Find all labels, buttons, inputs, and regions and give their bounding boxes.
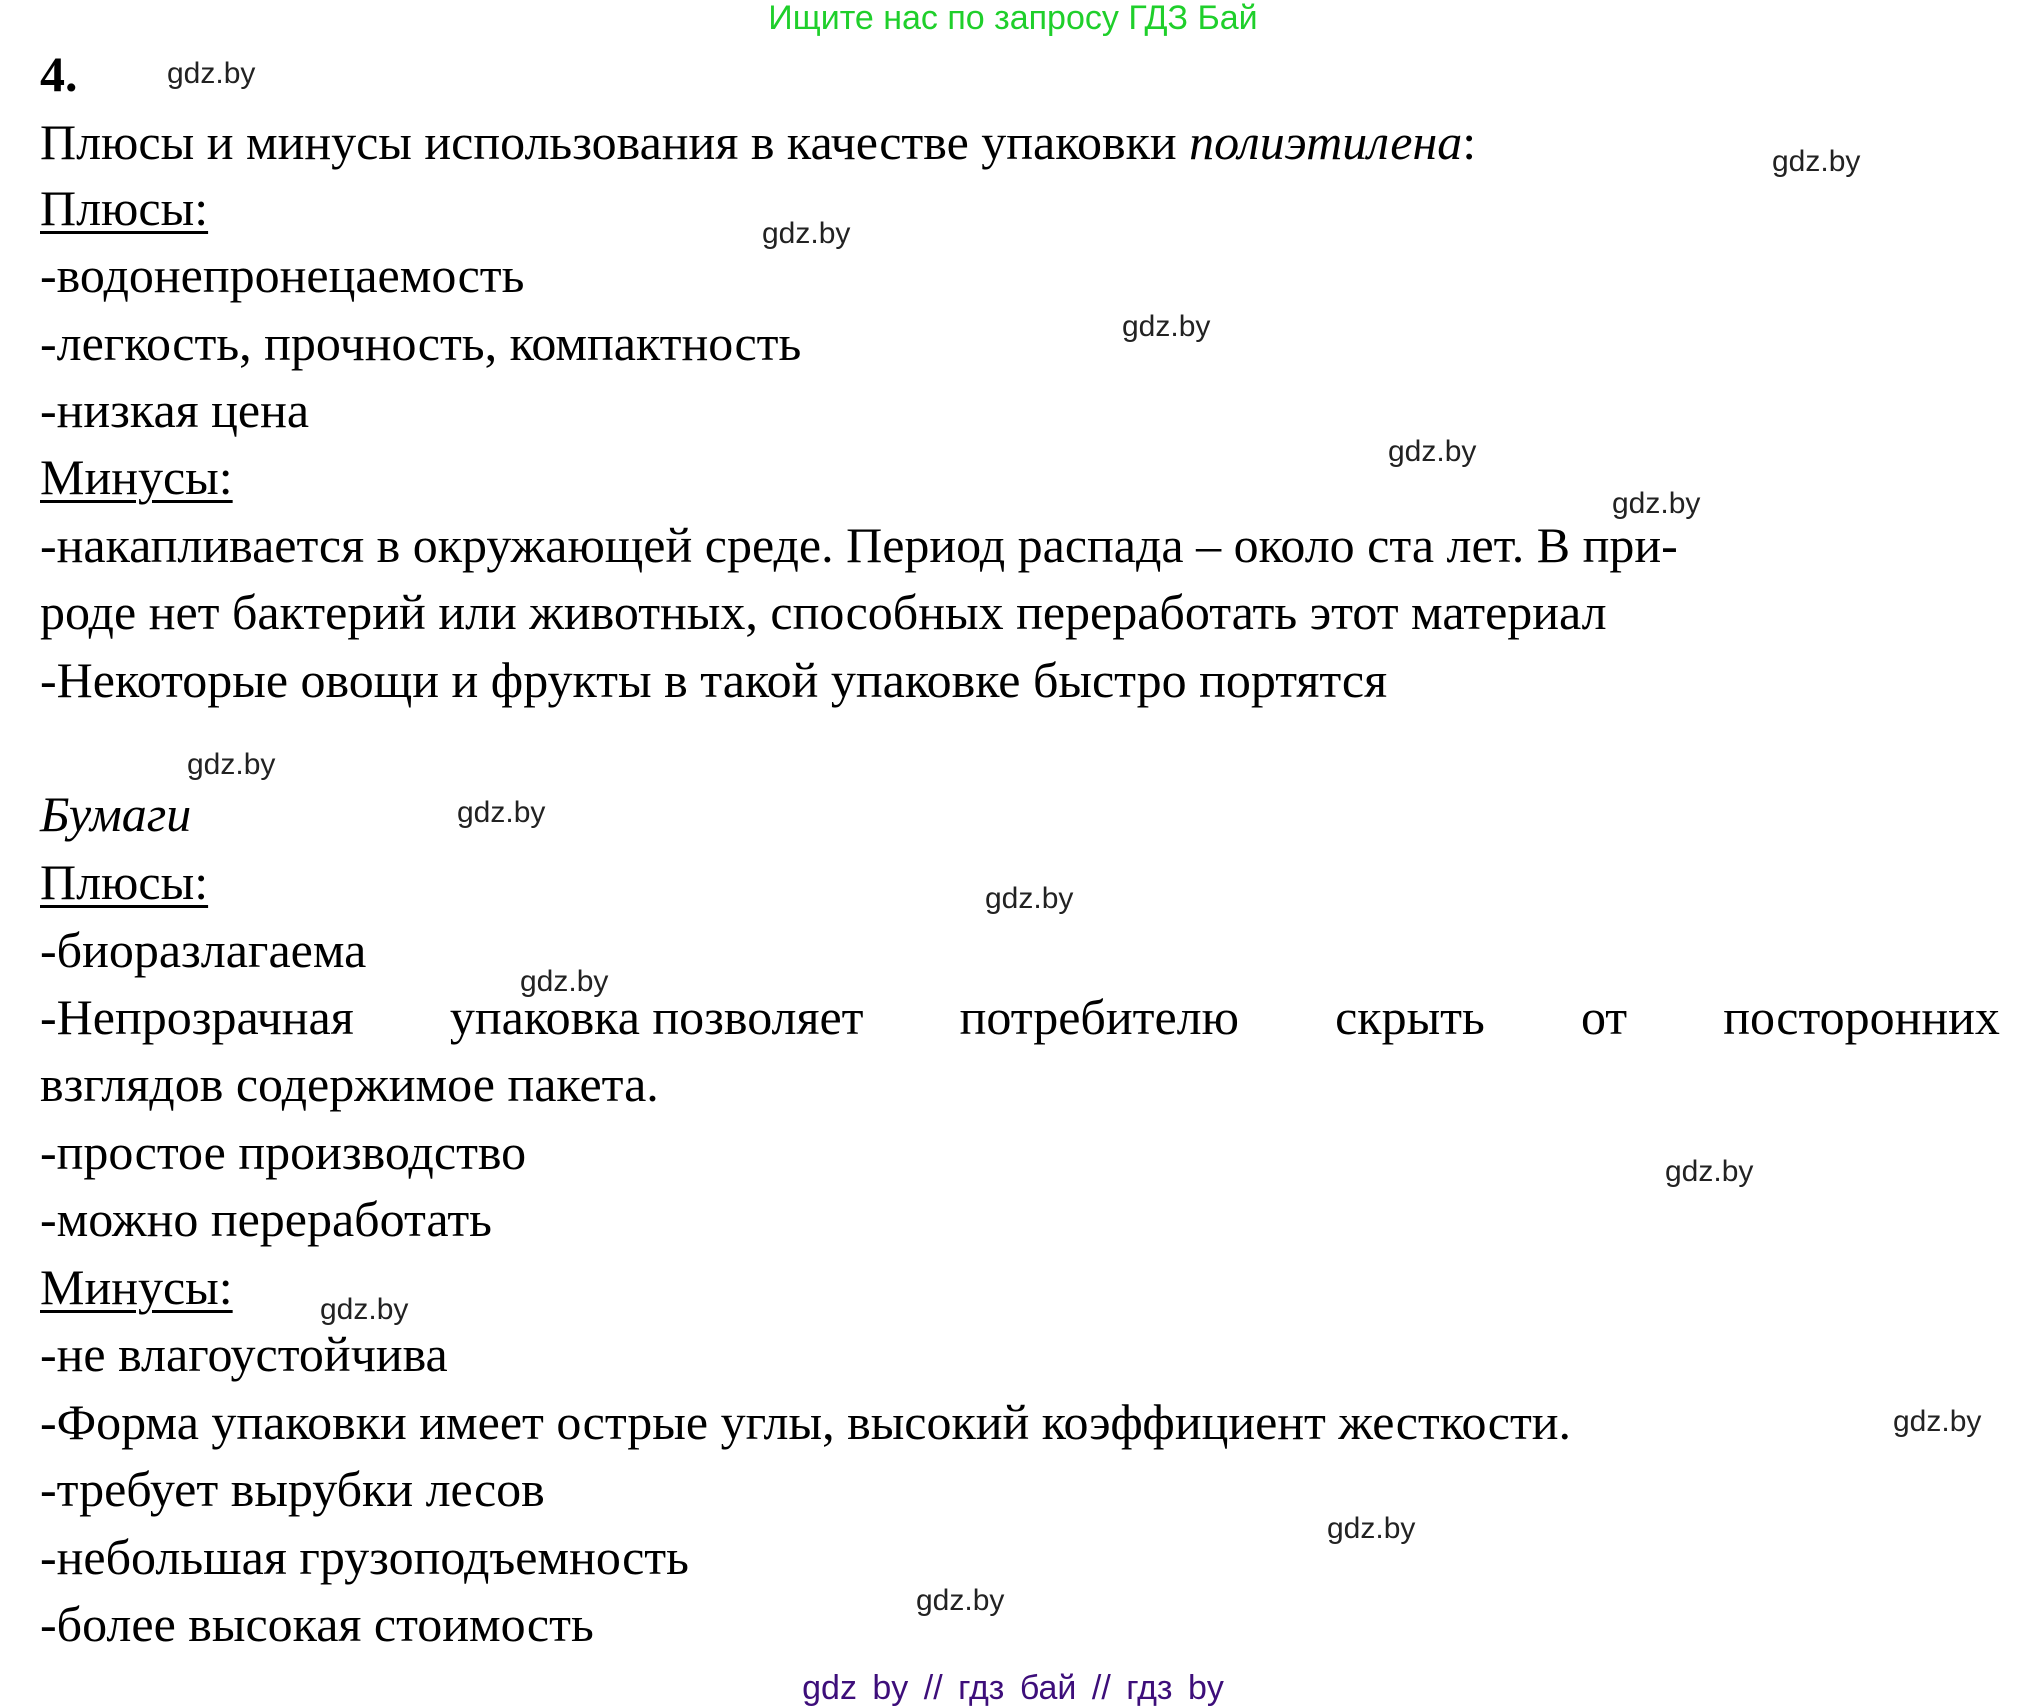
poly-pros-heading: Плюсы: <box>40 180 209 236</box>
footer-links: gdz by // гдз бай // гдз by <box>802 1669 1224 1707</box>
watermark: gdz.by <box>1122 310 1211 343</box>
poly-pro-item: -низкая цена <box>40 382 310 438</box>
task-number: 4. <box>40 46 78 102</box>
watermark: gdz.by <box>457 796 546 829</box>
word: потребителю <box>959 989 1239 1045</box>
poly-con-item: -накапливается в окружающей среде. Период распада – около ста лет. В при- <box>40 517 1678 573</box>
watermark: gdz.by <box>520 965 609 998</box>
word: -Непрозрачная <box>40 989 354 1045</box>
paper-pro-item: взглядов содержимое пакета. <box>40 1056 659 1112</box>
paper-pros-heading: Плюсы: <box>40 854 209 910</box>
search-banner: Ищите нас по запросу ГДЗ Бай <box>768 0 1258 37</box>
watermark: gdz.by <box>1327 1512 1416 1545</box>
poly-con-item: роде нет бактерий или животных, способных переработать этот материал <box>40 584 1607 640</box>
intro-suffix: : <box>1462 114 1477 170</box>
watermark: gdz.by <box>1893 1405 1982 1438</box>
watermark: gdz.by <box>1772 145 1861 178</box>
watermark: gdz.by <box>762 217 851 250</box>
watermark: gdz.by <box>1388 435 1477 468</box>
poly-cons-heading: Минусы: <box>40 449 233 505</box>
paper-pro-item: -простое производство <box>40 1124 527 1180</box>
watermark: gdz.by <box>1665 1155 1754 1188</box>
word: упаковка позволяет <box>449 989 864 1045</box>
intro-text: Плюсы и минусы использования в качестве упаковки <box>40 114 1190 170</box>
paper-pro-item-justified <box>40 987 2000 1047</box>
word: скрыть <box>1335 989 1485 1045</box>
watermark: gdz.by <box>187 748 276 781</box>
paper-con-item: -небольшая грузоподъемность <box>40 1529 689 1585</box>
paper-con-item: -не влагоустойчива <box>40 1326 448 1382</box>
paper-con-item: -требует вырубки лесов <box>40 1461 545 1517</box>
watermark: gdz.by <box>1612 487 1701 520</box>
poly-pro-item: -водонепронецаемость <box>40 247 525 303</box>
paper-pro-item: -можно переработать <box>40 1191 492 1247</box>
paper-title: Бумаги <box>40 786 192 842</box>
poly-con-item: -Некоторые овощи и фрукты в такой упаковке быстро портятся <box>40 652 1388 708</box>
intro-line <box>40 112 1476 172</box>
paper-cons-heading: Минусы: <box>40 1259 233 1315</box>
watermark: gdz.by <box>320 1293 409 1326</box>
watermark: gdz.by <box>916 1584 1005 1617</box>
word: от <box>1580 989 1628 1045</box>
poly-pro-item: -легкость, прочность, компактность <box>40 315 802 371</box>
paper-con-item: -более высокая стоимость <box>40 1596 594 1652</box>
intro-emphasis: полиэтилена <box>1189 114 1463 170</box>
watermark: gdz.by <box>167 57 256 90</box>
word: посторонних <box>1723 989 2000 1045</box>
paper-con-item: -Форма упаковки имеет острые углы, высокий коэффициент жесткости. <box>40 1394 1572 1450</box>
watermark: gdz.by <box>985 882 1074 915</box>
paper-pro-item: -биоразлагаема <box>40 922 367 978</box>
